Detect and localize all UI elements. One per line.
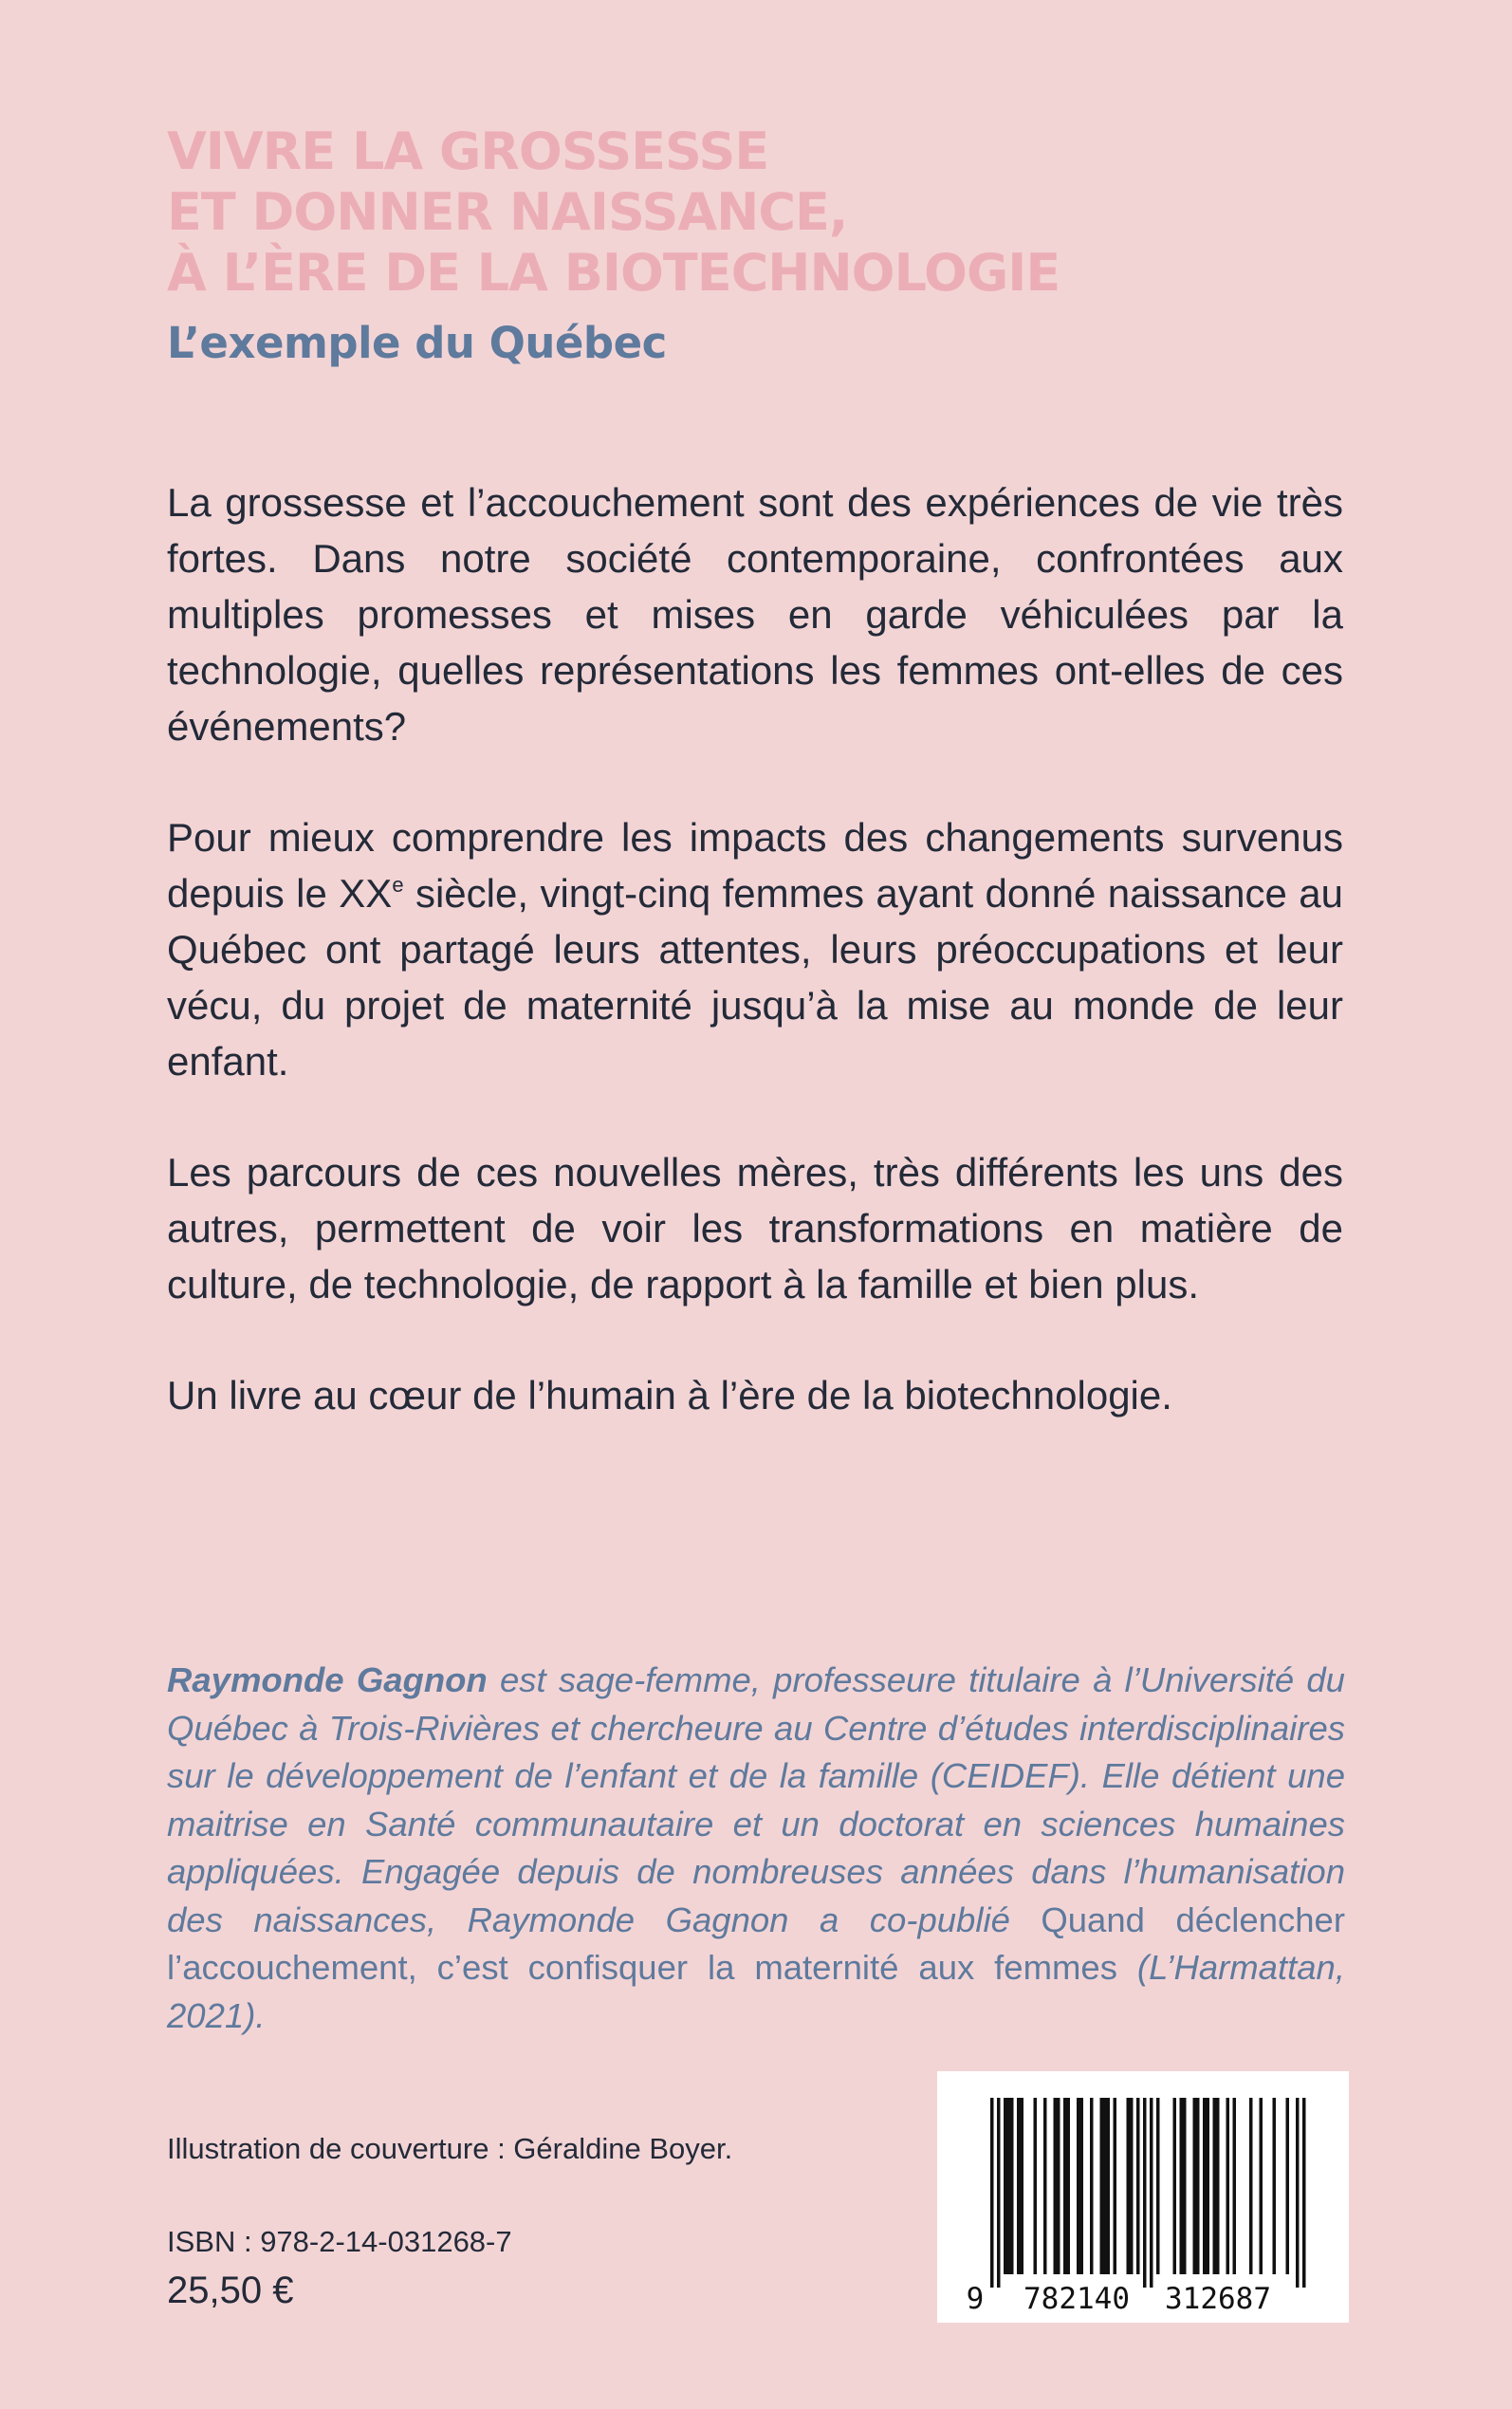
barcode-bar bbox=[1180, 2098, 1187, 2274]
barcode-bar bbox=[1233, 2098, 1237, 2274]
author-name: Raymonde Gagnon bbox=[167, 1660, 488, 1699]
barcode bbox=[937, 2071, 1349, 2323]
barcode-bar bbox=[1273, 2098, 1277, 2274]
bio-text-2: (L’Harmattan, 2021). bbox=[167, 1948, 1346, 2035]
barcode-guard-bar bbox=[997, 2098, 1001, 2288]
barcode-bars bbox=[990, 2098, 1306, 2288]
barcode-bar bbox=[1017, 2098, 1023, 2274]
illustration-credit: Illustration de couverture : Géraldine Boyer. bbox=[167, 2132, 733, 2165]
barcode-right-digits: 312687 bbox=[1165, 2282, 1271, 2316]
barcode-guard-bar bbox=[1302, 2098, 1306, 2288]
barcode-bar bbox=[1173, 2098, 1177, 2274]
barcode-guard-bar bbox=[990, 2098, 994, 2288]
barcode-bar bbox=[1034, 2098, 1038, 2274]
isbn: ISBN : 978-2-14-031268-7 bbox=[167, 2225, 512, 2258]
barcode-bar bbox=[1063, 2098, 1070, 2274]
barcode-bar bbox=[1249, 2098, 1253, 2274]
barcode-bar bbox=[1156, 2098, 1160, 2274]
blurb bbox=[167, 474, 1343, 1478]
barcode-bar bbox=[1004, 2098, 1014, 2274]
barcode-bar bbox=[1114, 2098, 1117, 2274]
barcode-graphic bbox=[937, 2071, 1349, 2323]
barcode-guard-bar bbox=[1296, 2098, 1300, 2288]
title-line-3: À L’ÈRE DE LA BIOTECHNOLOGIE bbox=[167, 243, 1060, 303]
subtitle: L’exemple du Québec bbox=[167, 318, 667, 368]
bio-text-1: est sage-femme, professeure titulaire à l’Université du Québec à Trois-Rivières et chercheure au Centre d’études interdisciplinaires sur le développement de l’enfant et de la famille (CEIDEF). Elle détient une maitrise en Santé communautaire et un doctorat en sciences humaines appliquées. Engagée depuis de nombreuses années dans l’humanisation des naissances, Raymonde Gagnon a co-publié bbox=[167, 1660, 1345, 1939]
blurb-paragraph-3: Les parcours de ces nouvelles mères, très différents les uns des autres, permettent de voir les transformations en matière de culture, de technologie, de rapport à la famille et bien plus. bbox=[167, 1150, 1343, 1306]
title-line-1: VIVRE LA GROSSESSE bbox=[167, 121, 769, 181]
blurb-paragraph-2-end: siècle, vingt-cinq femmes ayant donné naissance au Québec ont partagé leurs attentes, leurs préoccupations et leur vécu, du projet de maternité jusqu’à la mise au monde de leur enfant. bbox=[167, 871, 1343, 1084]
barcode-bar bbox=[1100, 2098, 1111, 2274]
barcode-bar bbox=[1054, 2098, 1060, 2274]
blurb-tagline: Un livre au cœur de l’humain à l’ère de la biotechnologie. bbox=[167, 1373, 1172, 1418]
barcode-bar bbox=[1043, 2098, 1047, 2274]
barcode-bar bbox=[1286, 2098, 1290, 2274]
title-line-2: ET DONNER NAISSANCE, bbox=[167, 182, 848, 242]
author-bio bbox=[167, 1657, 1345, 2040]
price: 25,50 € bbox=[167, 2270, 294, 2311]
barcode-bar bbox=[1077, 2098, 1083, 2274]
credits bbox=[167, 2130, 732, 2314]
barcode-bar bbox=[1203, 2098, 1209, 2274]
century-superscript: e bbox=[392, 873, 404, 897]
blurb-paragraph-2 bbox=[167, 809, 1343, 1089]
barcode-left-digits: 782140 bbox=[1023, 2282, 1130, 2316]
bio-book-title: Quand déclencher l’accouchement, c’est confisquer la maternité aux femmes bbox=[167, 1899, 1345, 1987]
barcode-bar bbox=[1213, 2098, 1220, 2274]
blurb-paragraph-2-start: Pour mieux comprendre les impacts des changements survenus depuis le XX bbox=[167, 815, 1343, 916]
barcode-guard-bar bbox=[1143, 2098, 1147, 2288]
blurb-paragraph-1: La grossesse et l’accouchement sont des expériences de vie très fortes. Dans notre société contemporaine, confrontées aux multiples promesses et mises en garde véhiculées par la technologie, quelles représentations les femmes ont-elles de ces événements? bbox=[167, 480, 1343, 749]
barcode-first-digit: 9 bbox=[966, 2282, 985, 2316]
barcode-bar bbox=[1090, 2098, 1094, 2274]
barcode-bar bbox=[1127, 2098, 1134, 2274]
barcode-bar bbox=[1260, 2098, 1263, 2274]
barcode-bar bbox=[1193, 2098, 1200, 2274]
barcode-guard-bar bbox=[1150, 2098, 1153, 2288]
title-block bbox=[167, 121, 1353, 370]
barcode-bar bbox=[1136, 2098, 1140, 2274]
barcode-bar bbox=[1226, 2098, 1230, 2274]
